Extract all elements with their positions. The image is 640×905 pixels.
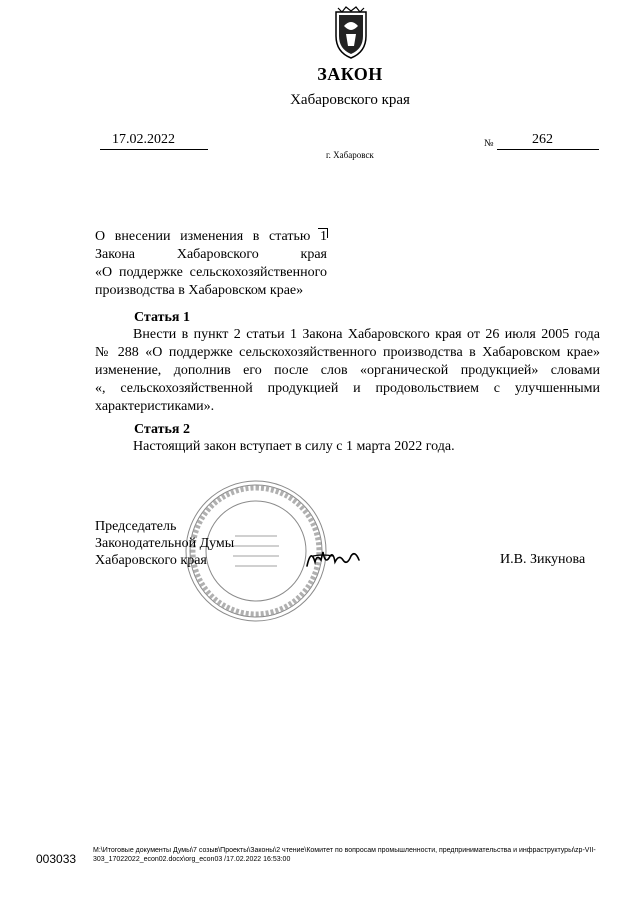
article-2-line: Настоящий закон вступает в силу с 1 марта 2022 года. [133,439,455,454]
article-1-line: изменение, дополнив его после слов «органической продукцией» словами [95,363,600,378]
signatory-position-line: Законодательной Думы [95,536,235,551]
number-sign: № [484,138,494,149]
article-1-line: характеристиками». [95,399,215,414]
document-date: 17.02.2022 [112,132,175,147]
heading-line: О внесении изменения в статью 1 [95,229,327,244]
article-1-text [95,326,600,416]
signatory-position-line: Председатель [95,519,177,534]
heading-line: производства в Хабаровском крае» [95,283,304,298]
document-number: 262 [532,132,553,147]
footer-path-line: M:\Итоговые документы Думы\7 созыв\Проекты\Законы\2 чтение\Комитет по вопросам промышленности, предпринимательства и инфраструктуры\zp-VII- [93,847,596,854]
coat-of-arms-emblem [326,4,376,62]
law-heading [95,228,327,300]
footer-registration-code: 003033 [36,852,77,866]
signatory-position-line: Хабаровского края [95,553,207,568]
document-title: ЗАКОН [317,64,383,84]
footer-file-path [93,846,598,864]
article-1-title: Статья 1 [134,310,190,325]
signatory-name: И.В. Зикунова [500,552,586,567]
document-city: г. Хабаровск [326,150,374,160]
article-1-line: Внести в пункт 2 статьи 1 Закона Хабаровского края от 26 июля 2005 года [133,327,600,342]
article-1-line: «, сельскохозяйственной продукцией и продовольствием с улучшенными [95,381,600,396]
article-2-title: Статья 2 [134,422,190,437]
heading-line: «О поддержке сельскохозяйственного [95,265,327,280]
signatory-position [95,518,234,569]
heading-corner-mark [318,228,328,238]
footer-path-line: 303_17022022_econ02.docx\org_econ03 /17.02.2022 16:53:00 [93,856,291,863]
document-subtitle: Хабаровского края [290,92,410,108]
number-underline [497,149,599,150]
heading-line: Закона Хабаровского края [95,247,327,262]
date-underline [100,149,208,150]
article-1-line: № 288 «О поддержке сельскохозяйственного производства в Хабаровском крае» [95,345,600,360]
handwritten-signature [303,544,363,572]
article-2-text [95,438,600,456]
